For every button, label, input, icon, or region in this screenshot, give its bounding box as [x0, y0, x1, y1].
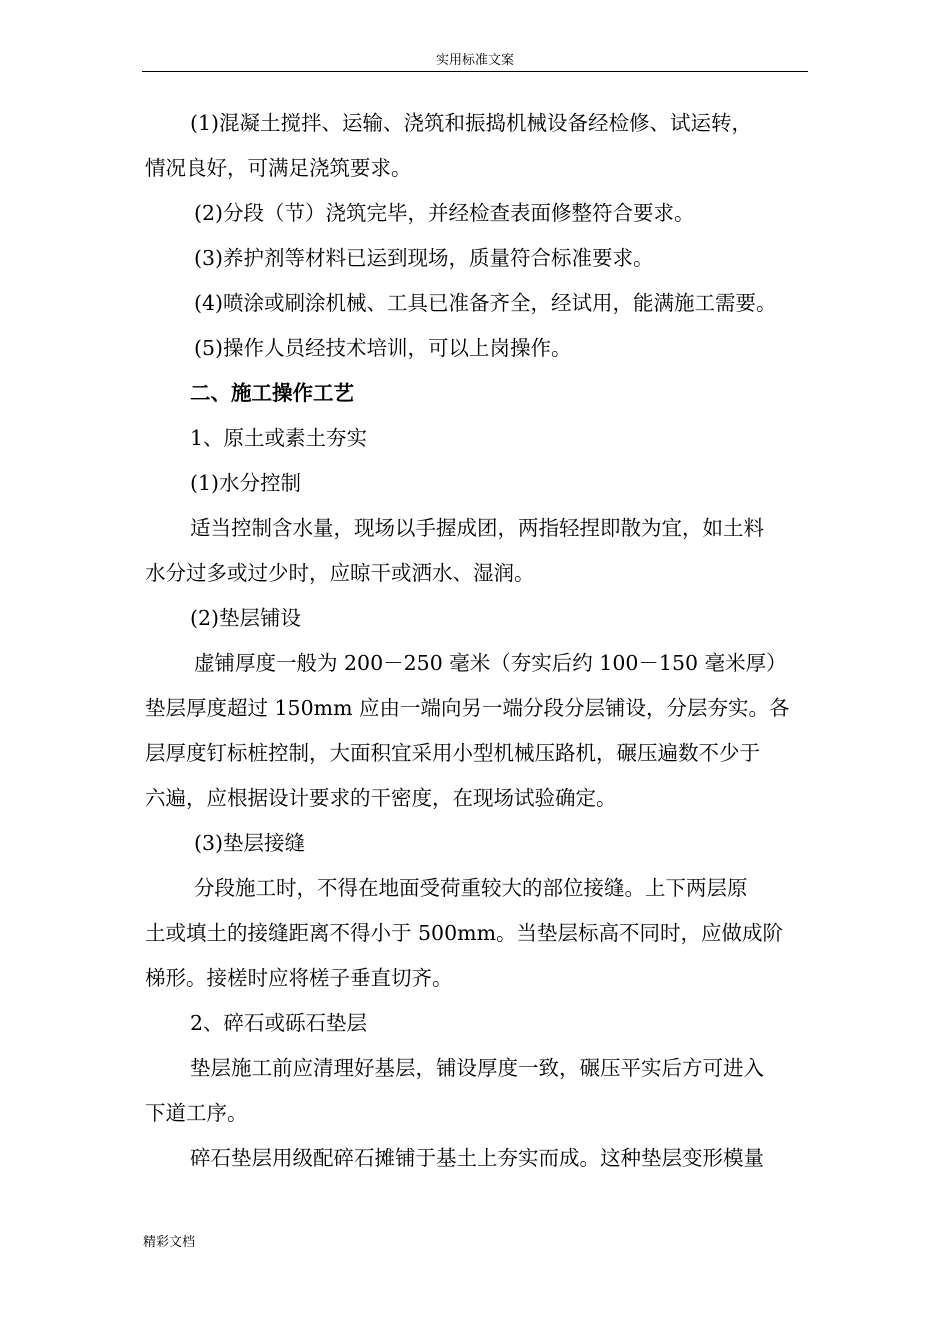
text-line: 土或填土的接缝距离不得小于 500mm。当垫层标高不同时，应做成阶: [145, 921, 784, 945]
subsection-heading: 2、碎石或砾石垫层: [190, 1011, 368, 1035]
text-line: 碎石垫层用级配碎石摊铺于基土上夯实而成。这种垫层变形模量: [190, 1146, 764, 1170]
text-line: 六遍，应根据设计要求的干密度，在现场试验确定。: [145, 786, 617, 810]
header-rule: [142, 71, 808, 72]
page-footer: 精彩文档: [143, 1235, 196, 1250]
text-line: 梯形。接槎时应将槎子垂直切齐。: [145, 966, 453, 990]
text-line: 水分过多或过少时，应晾干或洒水、湿润。: [145, 561, 535, 585]
text-line: (3)养护剂等材料已运到现场，质量符合标准要求。: [194, 246, 654, 270]
text-line: (5)操作人员经技术培训，可以上岗操作。: [194, 336, 572, 360]
subsection-heading: 1、原土或素土夯实: [190, 426, 368, 450]
text-line: 情况良好，可满足浇筑要求。: [145, 156, 412, 180]
text-line: (3)垫层接缝: [194, 831, 306, 855]
text-line: 下道工序。: [145, 1101, 248, 1125]
text-line: (1)混凝土搅拌、运输、浇筑和振捣机械设备经检修、试运转，: [190, 111, 753, 135]
text-line: (2)垫层铺设: [190, 606, 302, 630]
text-line: 分段施工时，不得在地面受荷重较大的部位接缝。上下两层原: [194, 876, 748, 900]
text-line: 层厚度钉标桩控制，大面积宜采用小型机械压路机，碾压遍数不少于: [145, 741, 760, 765]
text-line: 垫层施工前应清理好基层，铺设厚度一致，碾压平实后方可进入: [190, 1056, 764, 1080]
text-line: (1)水分控制: [190, 471, 302, 495]
page-header: 实用标准文案: [435, 53, 514, 68]
text-line: (2)分段（节）浇筑完毕，并经检查表面修整符合要求。: [194, 201, 695, 225]
text-line: (4)喷涂或刷涂机械、工具已准备齐全，经试用，能满施工需要。: [194, 291, 777, 315]
text-line: 虚铺厚度一般为 200－250 毫米（夯实后约 100－150 毫米厚）: [194, 651, 787, 675]
section-heading: 二、施工操作工艺: [190, 381, 354, 405]
text-line: 垫层厚度超过 150mm 应由一端向另一端分段分层铺设，分层夯实。各: [145, 696, 790, 720]
text-line: 适当控制含水量，现场以手握成团，两指轻捏即散为宜，如土料: [190, 516, 764, 540]
